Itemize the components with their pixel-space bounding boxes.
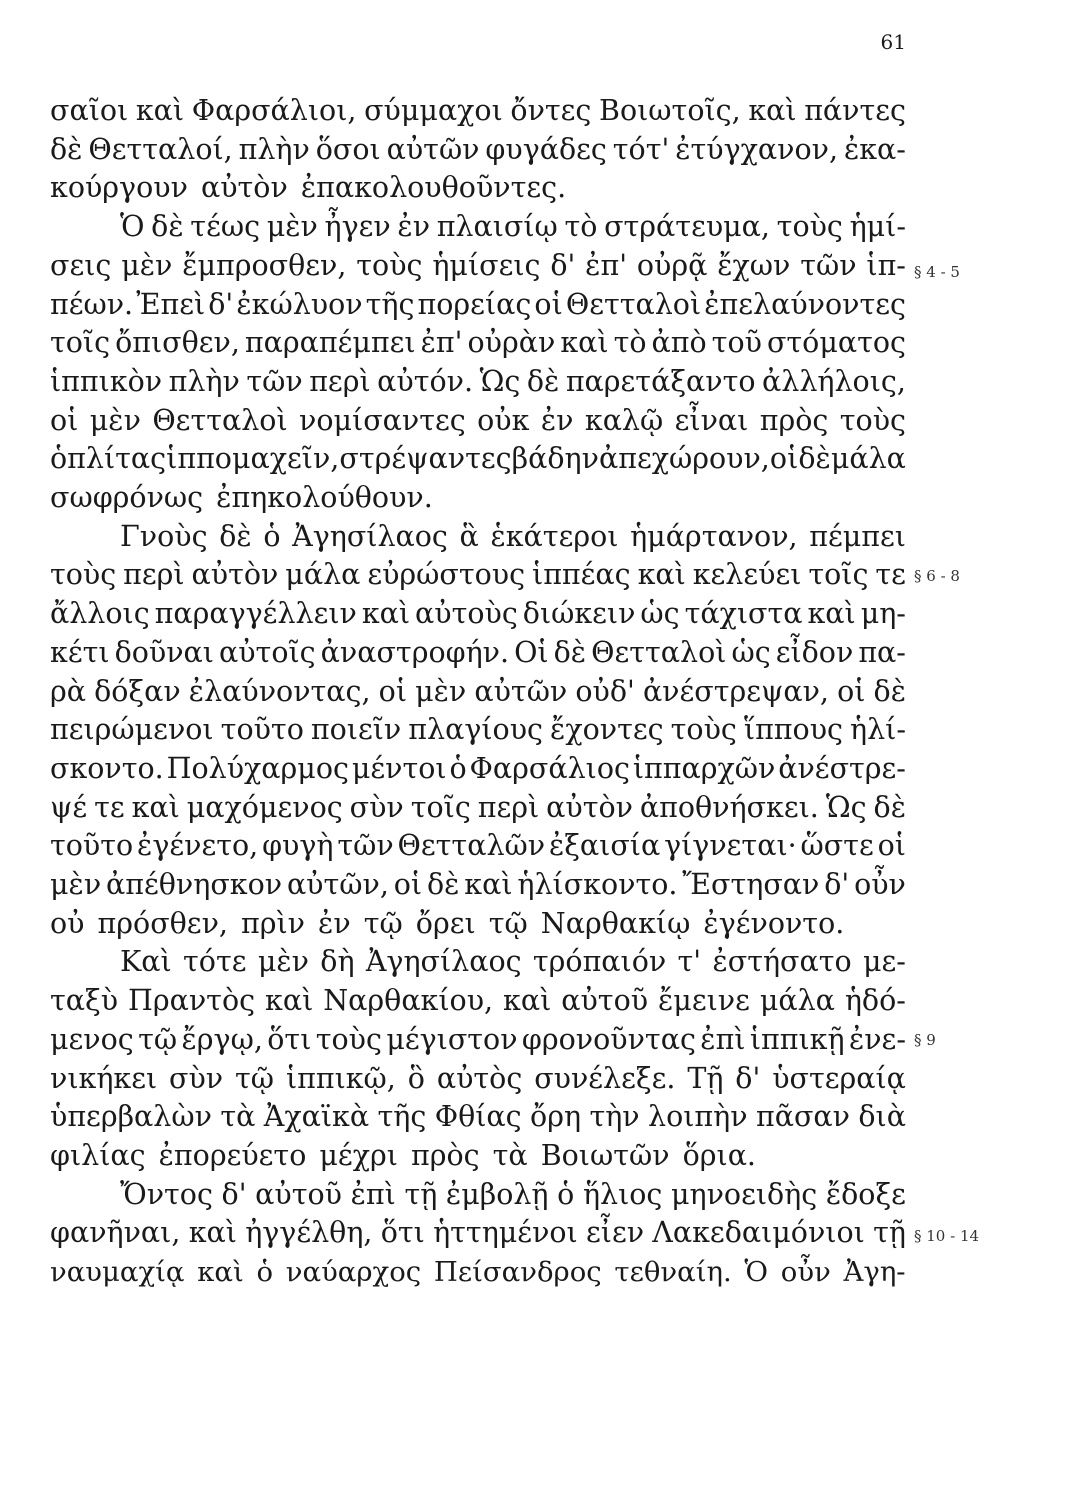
text-line: νικήκει σὺν τῷ ἱππικῷ, ὃ αὐτὸς συνέλεξε. Τῇ δ' ὑστεραίᾳ [50, 1061, 906, 1095]
text-line: ταξὺ Πραντὸς καὶ Ναρθακίου, καὶ αὐτοῦ ἔμεινε μάλα ἡδό- [50, 984, 906, 1018]
text-line: φιλίας ἐπορεύετο μέχρι πρὸς τὰ Βοιωτῶν ὅρια. [50, 1138, 756, 1172]
text-line: σαῖοι καὶ Φαρσάλιοι, σύμμαχοι ὄντες Βοιωτοῖς, καὶ πάντες [50, 94, 906, 127]
section-note-4-5: § 4 - 5 [914, 263, 960, 281]
text-line: φανῆναι, καὶ ἠγγέλθη, ὅτι ἡττημένοι εἶεν Λακεδαιμόνιοι τῇ [50, 1216, 906, 1250]
section-note-6-8: § 6 - 8 [914, 567, 960, 585]
text-line: Καὶ τότε μὲν δὴ Ἀγησίλαος τρόπαιόν τ' ἐστήσατο με- [120, 945, 906, 979]
section-note-10-14: § 10 - 14 [914, 1227, 980, 1245]
text-line: Ὁ δὲ τέως μὲν ἦγεν ἐν πλαισίῳ τὸ στράτευμα, τοὺς ἡμί- [120, 210, 906, 244]
text-line: Γνοὺς δὲ ὁ Ἀγησίλαος ἃ ἑκάτεροι ἡμάρτανον, πέμπει [120, 519, 906, 553]
text-line: σωφρόνως ἐπηκολούθουν. [50, 481, 433, 514]
text-line: ὁπλίτας ἱππομαχεῖν, στρέψαντες βάδην ἀπεχώρουν, οἱ δὲ μάλα [50, 442, 906, 476]
text-line: ὑπερβαλὼν τὰ Ἀχαϊκὰ τῆς Φθίας ὄρη τὴν λοιπὴν πᾶσαν διὰ [50, 1100, 906, 1134]
text-line: μὲν ἀπέθνησκον αὐτῶν, οἱ δὲ καὶ ἡλίσκοντο. Ἔστησαν δ' οὖν [50, 868, 906, 901]
text-line: ἄλλοις παραγγέλλειν καὶ αὐτοὺς διώκειν ὡς τάχιστα καὶ μη- [50, 597, 906, 631]
text-line: τοῖς ὄπισθεν, παραπέμπει ἐπ' οὐρὰν καὶ τὸ ἀπὸ τοῦ στόματος [50, 326, 906, 360]
text-line: μενος τῷ ἔργῳ, ὅτι τοὺς μέγιστον φρονοῦντας ἐπὶ ἱππικῇ ἐνε- [50, 1022, 906, 1056]
text-line: ἱππικὸν πλὴν τῶν περὶ αὐτόν. Ὡς δὲ παρετάξαντο ἀλλήλοις, [50, 364, 906, 398]
text-line: ναυμαχίᾳ καὶ ὁ ναύαρχος Πείσανδρος τεθναίη. Ὁ οὖν Ἀγη- [50, 1256, 906, 1288]
text-line: πειρώμενοι τοῦτο ποιεῖν πλαγίους ἔχοντες τοὺς ἵππους ἡλί- [50, 713, 906, 747]
text-line: ψέ τε καὶ μαχόμενος σὺν τοῖς περὶ αὐτὸν ἀποθνήσκει. Ὡς δὲ [50, 790, 906, 824]
text-line: οἱ μὲν Θετταλοὶ νομίσαντες οὐκ ἐν καλῷ εἶναι πρὸς τοὺς [50, 403, 906, 437]
text-line: πέων. Ἐπεὶ δ' ἐκώλυον τῆς πορείας οἱ Θετταλοὶ ἐπελαύνοντες [50, 287, 906, 321]
text-line: δὲ Θετταλοί, πλὴν ὅσοι αὐτῶν φυγάδες τότ' ἐτύγχανον, ἐκα- [50, 132, 906, 166]
text-line: σεις μὲν ἔμπροσθεν, τοὺς ἡμίσεις δ' ἐπ' οὐρᾷ ἔχων τῶν ἱπ- [50, 248, 906, 282]
text-line: Ὄντος δ' αὐτοῦ ἐπὶ τῇ ἐμβολῇ ὁ ἥλιος μηνοειδὴς ἔδοξε [120, 1177, 906, 1211]
text-line: τοὺς περὶ αὐτὸν μάλα εὐρώστους ἱππέας καὶ κελεύει τοῖς τε [50, 558, 906, 592]
text-line: οὐ πρόσθεν, πρὶν ἐν τῷ ὄρει τῷ Ναρθακίῳ ἐγένοντο. [50, 906, 845, 940]
text-line: τοῦτο ἐγένετο, φυγὴ τῶν Θετταλῶν ἐξαισία γίγνεται· ὥστε οἱ [50, 829, 906, 863]
page-number: 61 [880, 30, 906, 54]
text-line: κέτι δοῦναι αὐτοῖς ἀναστροφήν. Οἱ δὲ Θετταλοὶ ὡς εἶδον πα- [50, 635, 906, 669]
text-line: κούργουν αὐτὸν ἐπακολουθοῦντες. [50, 171, 567, 205]
text-line: σκοντο. Πολύχαρμος μέντοι ὁ Φαρσάλιος ἱππαρχῶν ἀνέστρε- [50, 751, 906, 785]
text-line: ρὰ δόξαν ἐλαύνοντας, οἱ μὲν αὐτῶν οὐδ' ἀνέστρεψαν, οἱ δὲ [50, 674, 906, 708]
section-note-9: § 9 [914, 1031, 936, 1049]
